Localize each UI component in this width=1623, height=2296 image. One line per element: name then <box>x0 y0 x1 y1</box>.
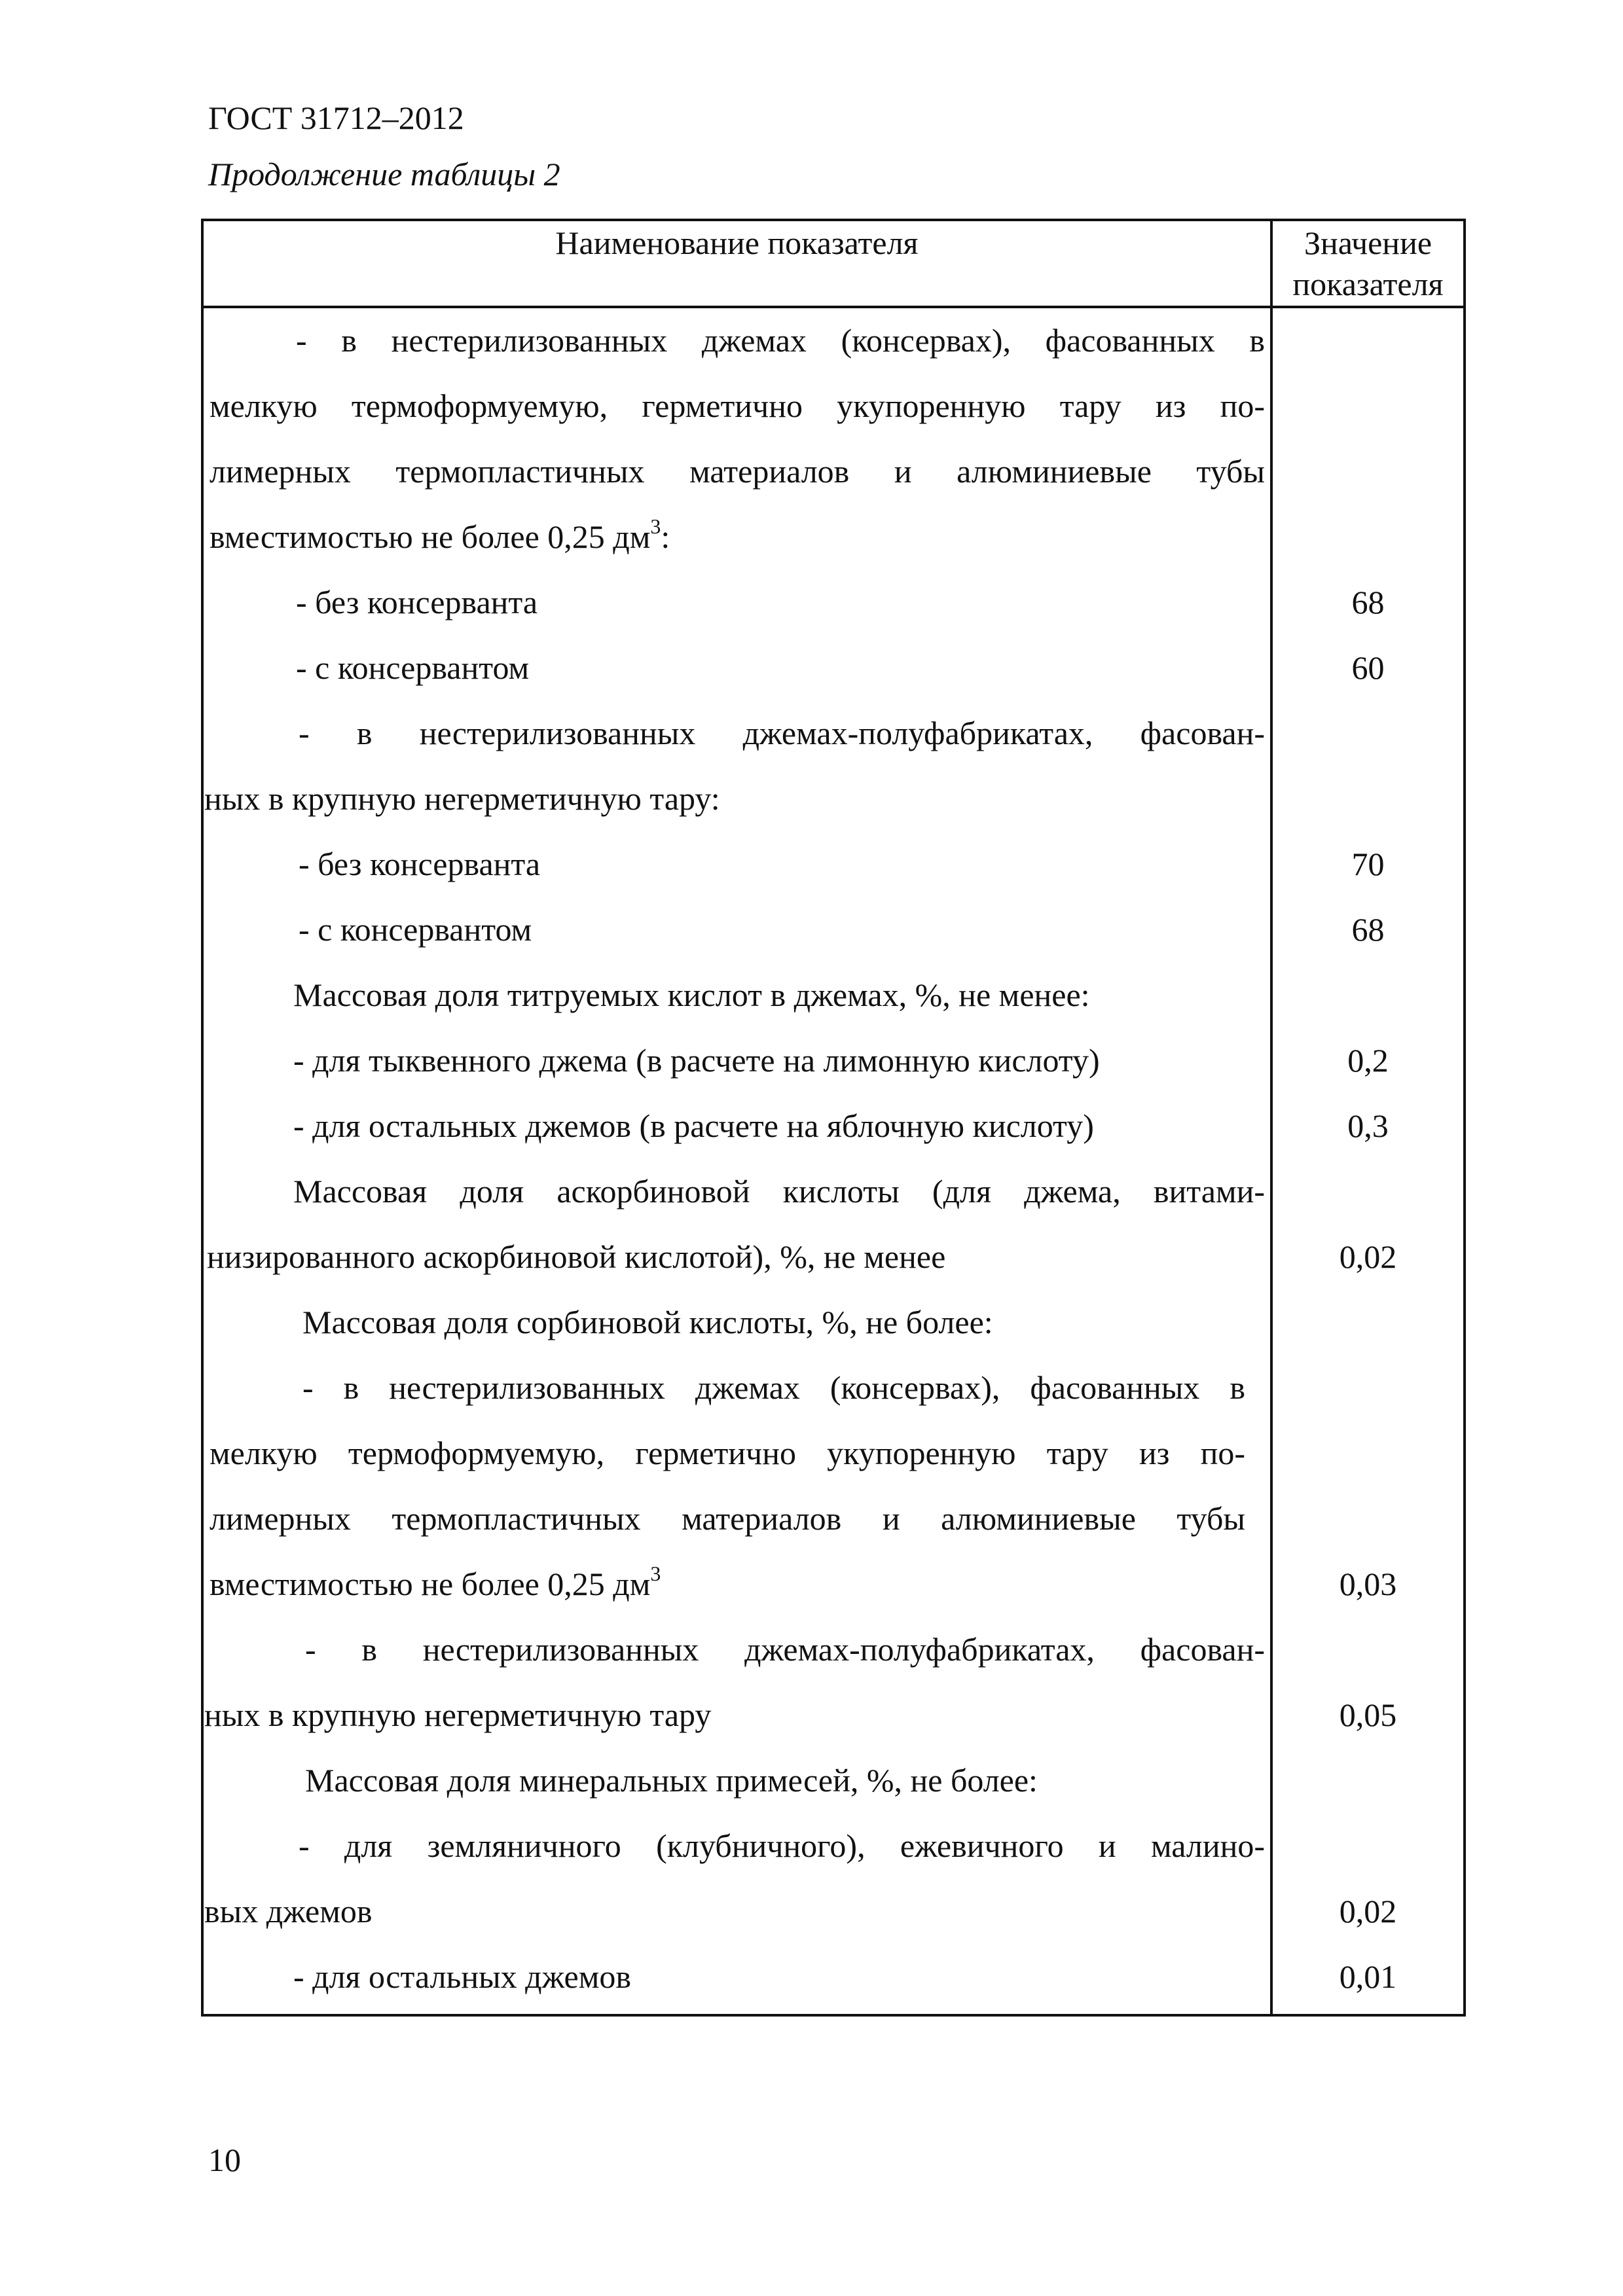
table-text-line: Массовая доля титруемых кислот в джемах, %, не менее: <box>293 977 1090 1013</box>
table-value-cell: 0,2 <box>1347 1042 1389 1079</box>
table-value-cell: 0,02 <box>1339 1893 1397 1929</box>
table-value-cell: 68 <box>1351 911 1385 948</box>
table-continuation-caption: Продолжение таблицы 2 <box>208 156 560 192</box>
table-value-cell: 68 <box>1351 584 1385 620</box>
table-text-line: - без консерванта <box>299 846 541 882</box>
table-text-line: - в нестерилизованных джемах-полуфабрикатах, фасован- <box>305 1631 1265 1668</box>
page-number: 10 <box>208 2142 241 2178</box>
table-text-line: низированного аскорбиновой кислотой), %, не менее <box>207 1238 946 1275</box>
table-text-line: - без консерванта <box>296 584 538 620</box>
table-value-cell: 0,01 <box>1339 1958 1397 1995</box>
table-value-cell: 0,3 <box>1347 1107 1389 1144</box>
table-text-line: ных в крупную негерметичную тару: <box>204 780 720 817</box>
table-text-line: - в нестерилизованных джемах (консервах), фасованных в <box>296 322 1265 359</box>
table-text-line: Массовая доля аскорбиновой кислоты (для джема, витами- <box>293 1173 1265 1210</box>
table-text-line: - с консервантом <box>296 649 530 686</box>
table-value-cell: 0,05 <box>1339 1696 1397 1733</box>
table-text-line: ных в крупную негерметичную тару <box>204 1696 712 1733</box>
table-text-line: мелкую термоформуемую, герметично укупоренную тару из по- <box>210 387 1265 424</box>
table-text-line <box>210 1561 661 1607</box>
table-value-cell: 70 <box>1351 846 1385 882</box>
table-text-line: Массовая доля сорбиновой кислоты, %, не более: <box>302 1304 993 1340</box>
table-text-line: лимерных термопластичных материалов и алюминиевые тубы <box>210 453 1265 490</box>
table-header-value-line1: Значение <box>1304 224 1432 261</box>
table-text-line: - в нестерилизованных джемах-полуфабрикатах, фасован- <box>299 715 1265 751</box>
table-header-indicator-name: Наименование показателя <box>555 224 919 261</box>
table-text-line: Массовая доля минеральных примесей, %, не более: <box>305 1762 1038 1799</box>
table-text-line: - с консервантом <box>299 911 532 948</box>
table-text-colon: : <box>661 518 670 555</box>
table-text-main: вместимостью не более 0,25 дм <box>210 1566 651 1602</box>
table-value-cell: 0,03 <box>1339 1566 1397 1602</box>
superscript-cube: 3 <box>650 514 661 538</box>
table-header-indicator-value <box>1273 223 1463 305</box>
table-value-cell: 0,02 <box>1339 1238 1397 1275</box>
superscript-cube: 3 <box>650 1562 661 1585</box>
table-text-line: вых джемов <box>204 1893 373 1929</box>
table-header-rule <box>201 306 1466 308</box>
table-text-line <box>210 514 670 560</box>
table-text-line: - для остальных джемов (в расчете на яблочную кислоту) <box>293 1107 1094 1144</box>
table-value-cell: 60 <box>1351 649 1385 686</box>
table-header-value-line2: показателя <box>1292 266 1444 302</box>
table-text-main: вместимостью не более 0,25 дм <box>210 518 651 555</box>
table-text-line: - в нестерилизованных джемах (консервах), фасованных в <box>302 1369 1245 1406</box>
table-text-line: лимерных термопластичных материалов и алюминиевые тубы <box>210 1500 1245 1537</box>
table-text-line: - для тыквенного джема (в расчете на лимонную кислоту) <box>293 1042 1100 1079</box>
document-code: ГОСТ 31712–2012 <box>208 99 464 136</box>
table-text-line: мелкую термоформуемую, герметично укупоренную тару из по- <box>210 1435 1245 1471</box>
table-text-line: - для земляничного (клубничного), ежевичного и малино- <box>299 1827 1265 1864</box>
table-text-line: - для остальных джемов <box>293 1958 631 1995</box>
